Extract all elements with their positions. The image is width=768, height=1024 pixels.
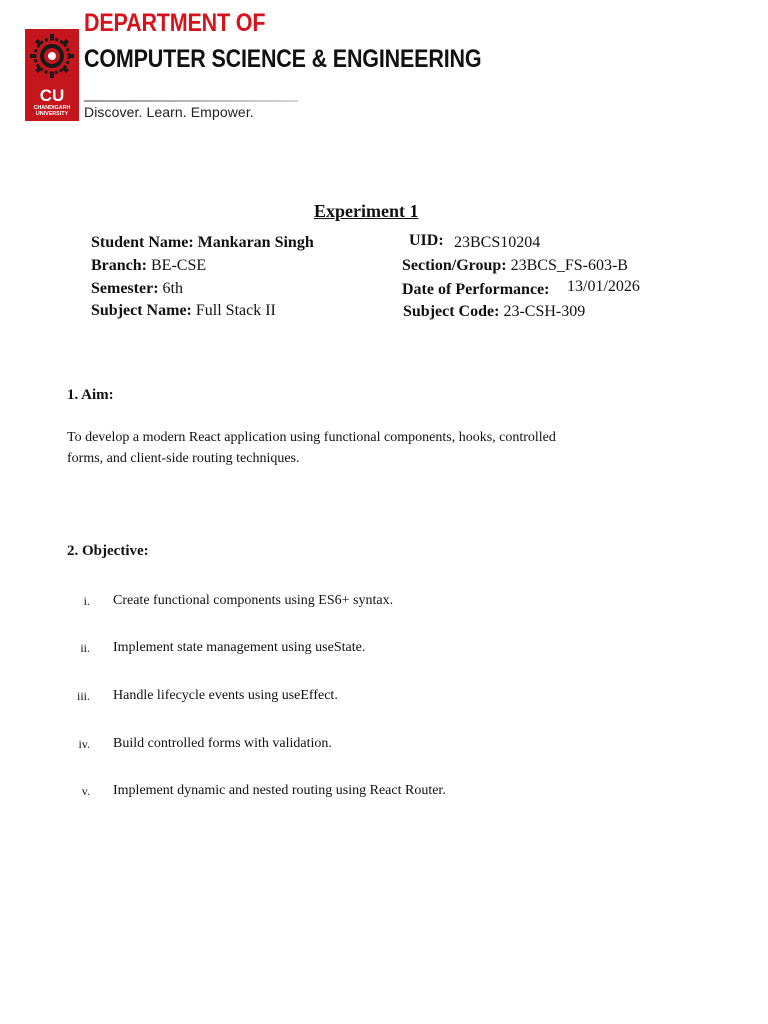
objective-number: ii.	[80, 641, 90, 655]
subject-code-label: Subject Code:	[403, 303, 500, 320]
university-logo	[25, 29, 79, 121]
header-divider	[84, 100, 298, 102]
objective-number: iv.	[78, 737, 90, 751]
objective-item: Create functional components using ES6+ syntax.	[113, 593, 394, 608]
student-name-row	[91, 234, 314, 252]
department-title-line2: COMPUTER SCIENCE & ENGINEERING	[84, 45, 482, 73]
objective-heading: 2. Objective:	[67, 543, 149, 559]
subject-name-label: Subject Name:	[91, 302, 192, 319]
subject-code-value: 23-CSH-309	[503, 303, 586, 320]
aim-text-line1: To develop a modern React application using functional components, hooks, controlled	[67, 430, 556, 445]
objective-number: i.	[83, 594, 90, 608]
student-name-value: Mankaran Singh	[197, 234, 314, 251]
objective-item: Build controlled forms with validation.	[113, 736, 332, 751]
objective-number: v.	[81, 784, 90, 798]
uid-value: 23BCS10204	[454, 234, 541, 251]
semester-label: Semester:	[91, 280, 159, 297]
branch-label: Branch:	[91, 257, 147, 274]
department-title-line1: DEPARTMENT OF	[84, 9, 266, 37]
branch-row	[91, 257, 206, 275]
experiment-title: Experiment 1	[314, 201, 419, 221]
date-value: 13/01/2026	[567, 278, 640, 295]
objective-number: iii.	[76, 689, 90, 703]
section-value: 23BCS_FS-603-B	[510, 257, 628, 274]
subject-name-value: Full Stack II	[195, 302, 276, 319]
logo-university-name: CHANDIGARH UNIVERSITY	[33, 105, 71, 117]
uid-label: UID:	[409, 232, 444, 249]
gear-star-emblem-icon	[25, 29, 79, 87]
aim-text-line2: forms, and client-side routing techniques.	[67, 451, 300, 466]
section-row	[402, 257, 628, 275]
semester-value: 6th	[162, 280, 183, 297]
section-label: Section/Group:	[402, 257, 507, 274]
objective-item: Implement state management using useState.	[113, 640, 366, 655]
semester-row	[91, 280, 183, 298]
date-label: Date of Performance:	[402, 281, 550, 298]
subject-name-row	[91, 302, 276, 320]
subject-code-row	[403, 303, 585, 321]
student-name-label: Student Name:	[91, 234, 194, 251]
tagline: Discover. Learn. Empower.	[84, 104, 254, 120]
aim-heading: 1. Aim:	[67, 387, 114, 403]
objective-item: Handle lifecycle events using useEffect.	[113, 688, 338, 703]
branch-value: BE-CSE	[151, 257, 207, 274]
objective-item: Implement dynamic and nested routing using React Router.	[113, 783, 446, 798]
logo-monogram: CU	[39, 86, 65, 105]
